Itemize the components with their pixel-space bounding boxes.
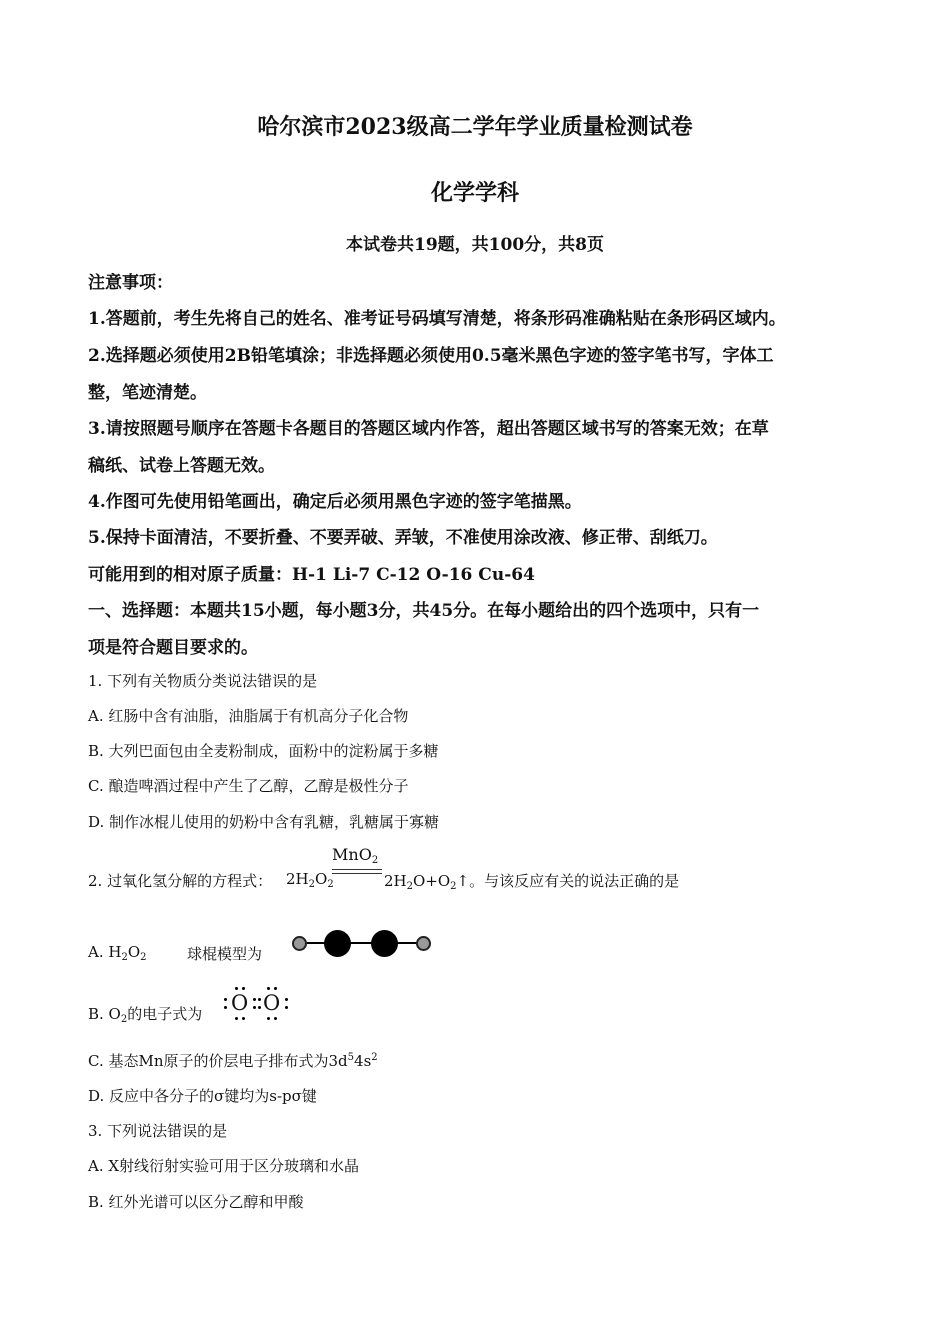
q1-option-c: C. 酿造啤酒过程中产生了乙醇，乙醇是极性分子 xyxy=(88,777,409,795)
q2-option-b-label: B. $O_2$的电子式为 xyxy=(88,1005,203,1025)
electron-dot xyxy=(267,987,270,990)
oxygen-symbol-1: O xyxy=(231,991,249,1015)
q1-stem: 1. 下列有关物质分类说法错误的是 xyxy=(88,672,318,690)
electron-dot xyxy=(258,1006,261,1009)
q1-option-a: A. 红肠中含有油脂，油脂属于有机高分子化合物 xyxy=(88,707,409,725)
electron-dot xyxy=(285,998,288,1001)
note-5: 5.保持卡面清洁，不要折叠、不要弄破、弄皱，不准使用涂改液、修正带、刮纸刀。 xyxy=(88,528,718,548)
q3-option-b: B. 红外光谱可以区分乙醇和甲酸 xyxy=(88,1193,304,1211)
hydrogen-atom-left xyxy=(292,936,307,951)
electron-dot xyxy=(224,998,227,1001)
electron-dot xyxy=(242,1017,245,1020)
electron-dot xyxy=(235,987,238,990)
q2-option-a-text: 球棍模型为 xyxy=(187,945,263,963)
equation-line-top xyxy=(332,869,382,870)
note-4: 4.作图可先使用铅笔画出，确定后必须用黑色字迹的签字笔描黑。 xyxy=(88,492,582,512)
note-2-line1: 2.选择题必须使用2B铅笔填涂；非选择题必须使用0.5毫米黑色字迹的签字笔书写，字体工 xyxy=(88,346,774,366)
electron-dot xyxy=(258,998,261,1001)
electron-dot xyxy=(274,1017,277,1020)
electron-dot xyxy=(253,998,256,1001)
electron-dot xyxy=(224,1006,227,1009)
q1-option-b: B. 大列巴面包由全麦粉制成，面粉中的淀粉属于多糖 xyxy=(88,742,439,760)
q2-option-a-label: A. $H_2O_2$ xyxy=(88,943,147,963)
electron-dot xyxy=(235,1017,238,1020)
electron-dot xyxy=(267,1017,270,1020)
oxygen-symbol-2: O xyxy=(263,991,281,1015)
q2-option-d: D. 反应中各分子的σ键均为s-pσ键 xyxy=(88,1087,317,1105)
q2-reactant: $2H_2O_2$ xyxy=(286,870,334,890)
atomic-masses: 可能用到的相对原子质量：H-1 Li-7 C-12 O-16 Cu-64 xyxy=(88,565,535,585)
electron-dot xyxy=(285,1006,288,1009)
electron-dot xyxy=(274,987,277,990)
q2-products: $2H_2O+O_2↑$。与该反应有关的说法正确的是 xyxy=(384,872,680,892)
note-3-line2: 稿纸、试卷上答题无效。 xyxy=(88,456,275,476)
q2-catalyst: MnO$_2$ xyxy=(332,845,379,866)
note-1: 1.答题前，考生先将自己的姓名、准考证号码填写清楚，将条形码准确粘贴在条形码区域内。 xyxy=(88,309,786,329)
oxygen-atom-left xyxy=(324,930,351,957)
oxygen-atom-right xyxy=(371,930,398,957)
electron-dot xyxy=(242,987,245,990)
note-2-line2: 整，笔迹清楚。 xyxy=(88,383,207,403)
section-1-line1: 一、选择题：本题共15小题，每小题3分，共45分。在每小题给出的四个选项中，只有一 xyxy=(88,601,760,621)
exam-summary: 本试卷共19题，共100分，共8页 xyxy=(346,235,604,255)
bond-rod xyxy=(300,942,424,944)
q3-option-a: A. X射线衍射实验可用于区分玻璃和水晶 xyxy=(88,1157,360,1175)
notes-heading: 注意事项： xyxy=(88,273,173,293)
equation-line-bottom xyxy=(332,873,382,874)
electron-dot xyxy=(253,1006,256,1009)
hydrogen-atom-right xyxy=(416,936,431,951)
exam-title: 哈尔滨市2023级高二学年学业质量检测试卷 xyxy=(257,114,693,140)
section-1-line2: 项是符合题目要求的。 xyxy=(88,638,258,658)
q1-option-d: D. 制作冰棍儿使用的奶粉中含有乳糖，乳糖属于寡糖 xyxy=(88,813,440,831)
subject-title: 化学学科 xyxy=(430,180,519,206)
q2-stem-prefix: 2. 过氧化氢分解的方程式： xyxy=(88,872,273,890)
q2-option-c: C. 基态Mn原子的价层电子排布式为$3d^54s^2$ xyxy=(88,1052,378,1070)
note-3-line1: 3.请按照题号顺序在答题卡各题目的答题区域内作答，超出答题区域书写的答案无效；在草 xyxy=(88,419,769,439)
q3-stem: 3. 下列说法错误的是 xyxy=(88,1122,228,1140)
